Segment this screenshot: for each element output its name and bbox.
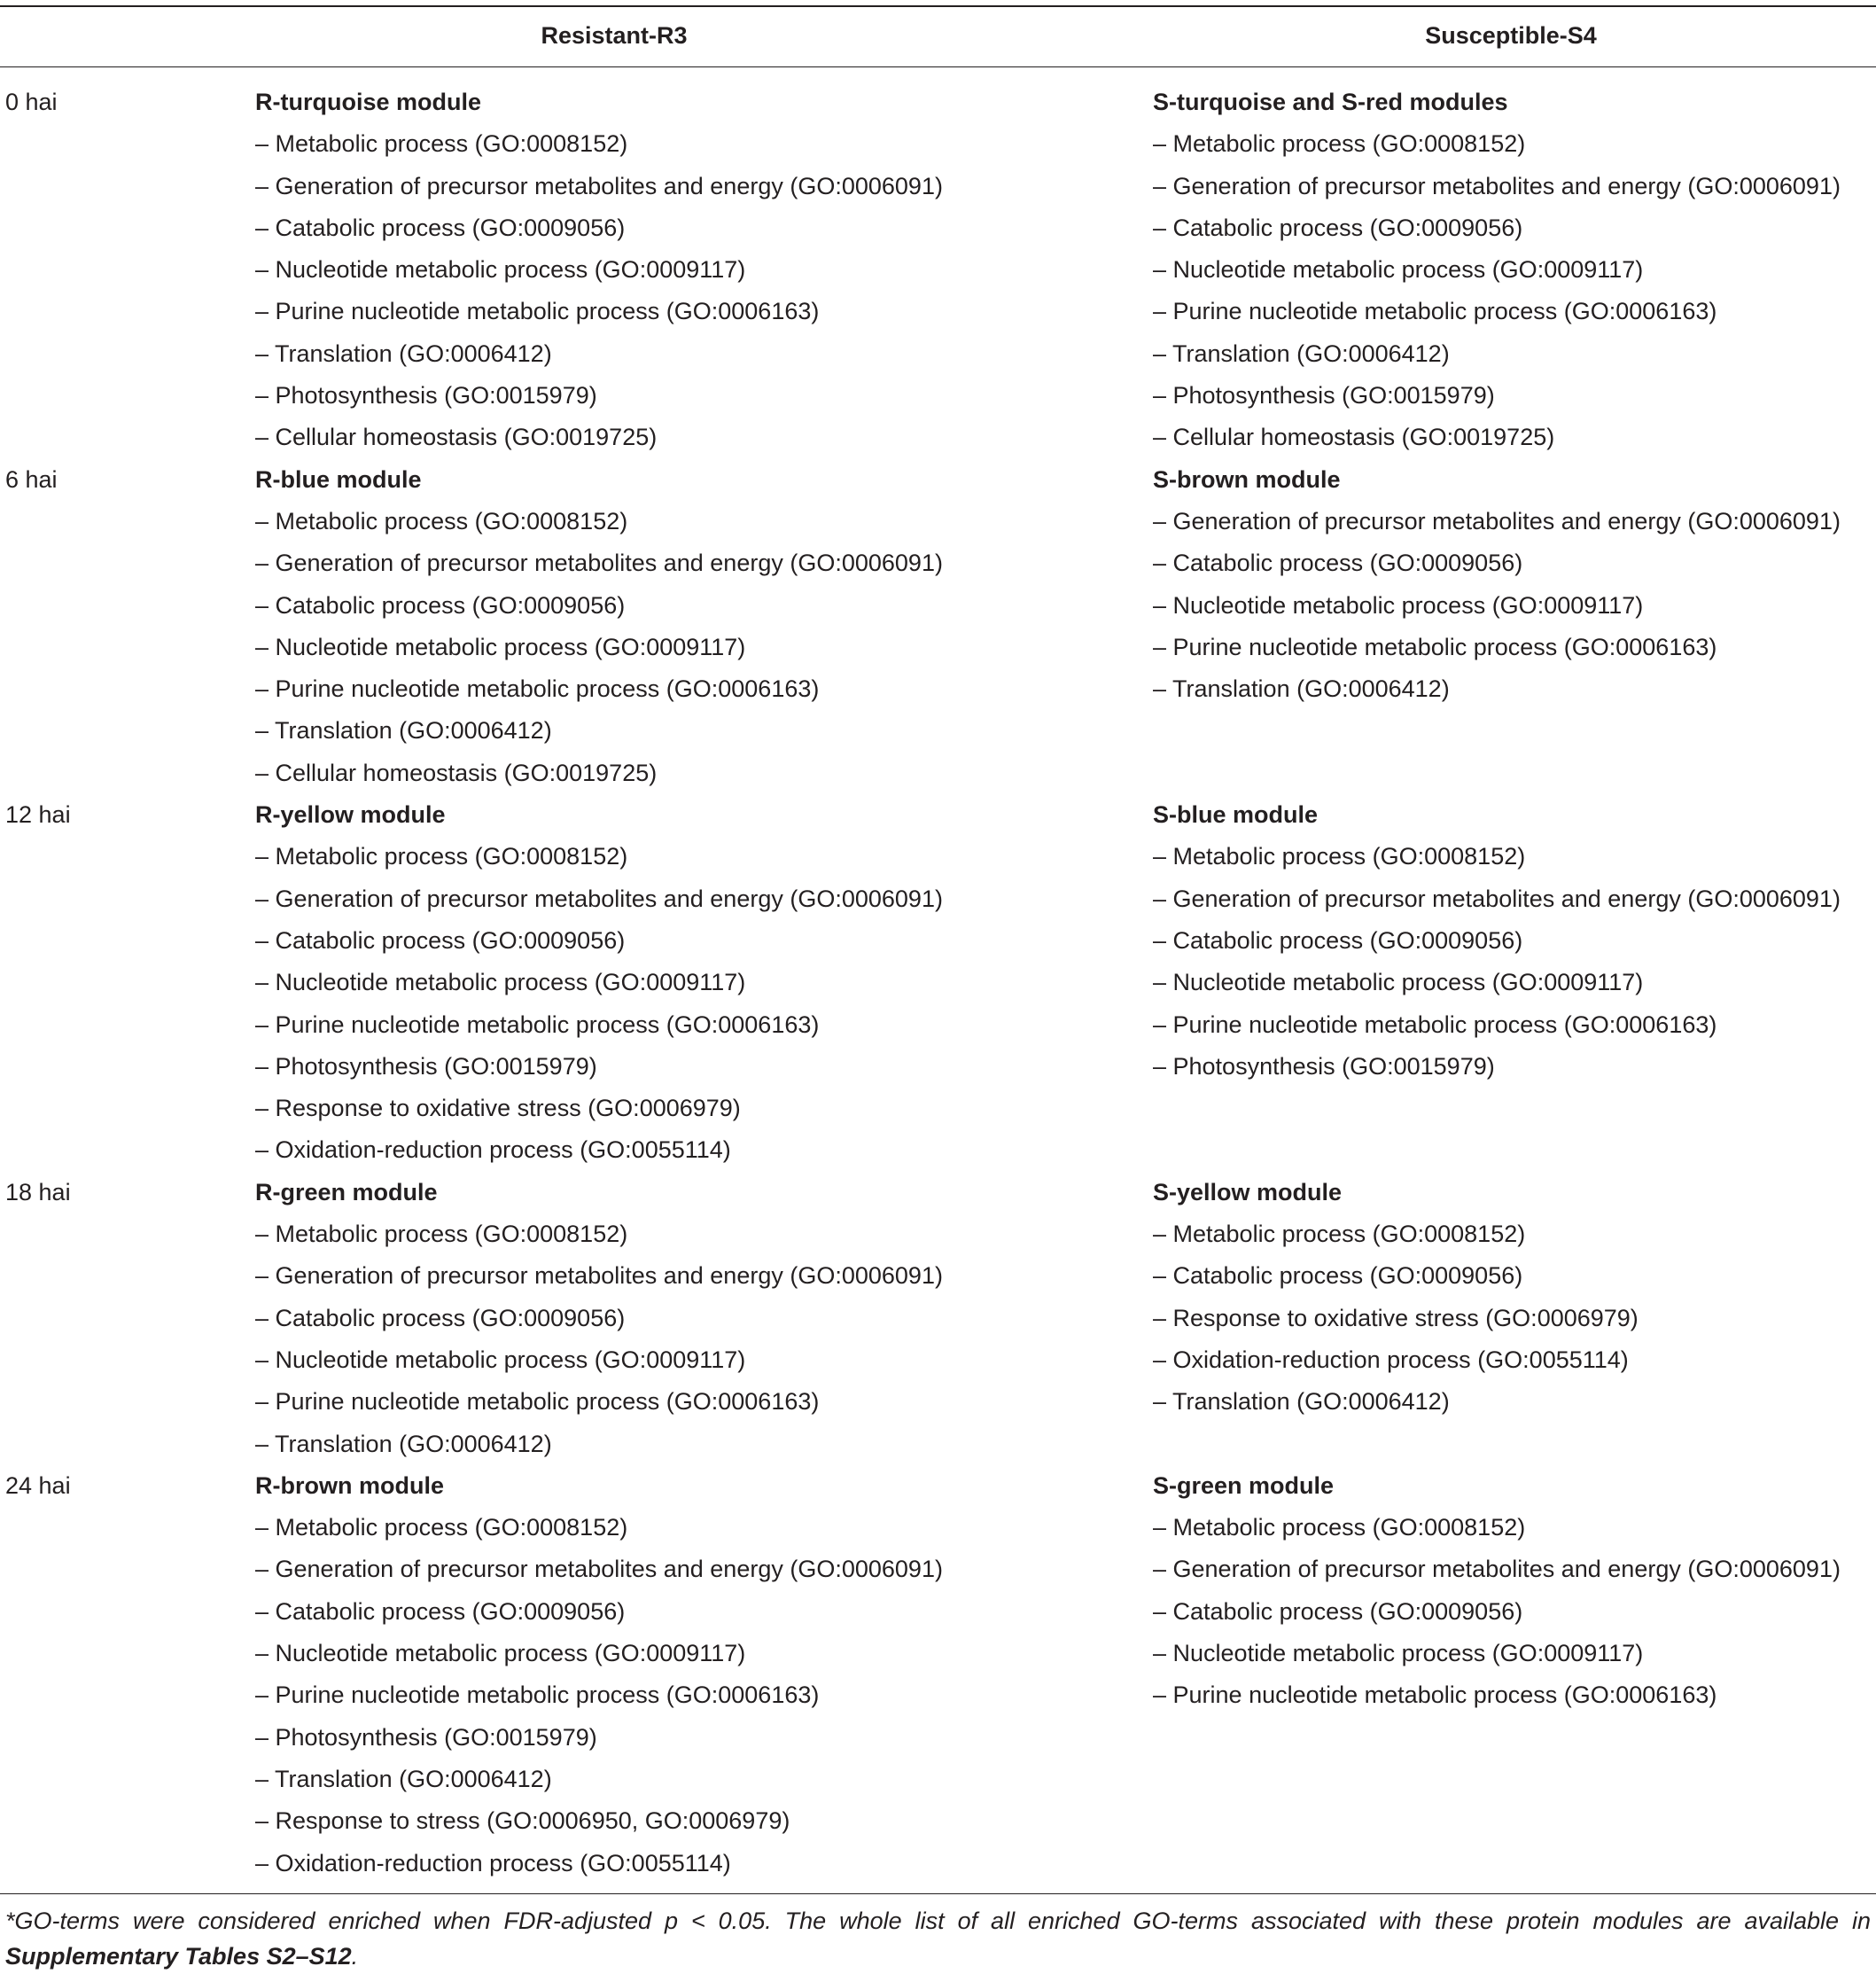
header-resistant: Resistant-R3 <box>541 22 688 49</box>
go-term: – Response to oxidative stress (GO:0006979) <box>255 1095 741 1122</box>
go-term: – Photosynthesis (GO:0015979) <box>255 382 597 410</box>
go-term: – Translation (GO:0006412) <box>1153 675 1450 703</box>
go-term: – Purine nucleotide metabolic process (GO:0006163) <box>1153 633 1717 660</box>
go-term: – Purine nucleotide metabolic process (GO:0006163) <box>255 298 820 325</box>
go-term: – Nucleotide metabolic process (GO:0009117) <box>1153 969 1644 996</box>
time-cell <box>5 82 58 123</box>
go-term: – Generation of precursor metabolites and energy (GO:0006091) <box>255 550 943 577</box>
susceptible-cell <box>1153 794 1841 1088</box>
go-term: – Catabolic process (GO:0009056) <box>1153 550 1523 577</box>
resistant-cell <box>255 459 943 794</box>
go-term: – Nucleotide metabolic process (GO:0009117) <box>255 1346 746 1373</box>
go-term: – Generation of precursor metabolites and energy (GO:0006091) <box>1153 507 1841 534</box>
go-term: – Purine nucleotide metabolic process (GO:0006163) <box>255 1388 820 1416</box>
go-term: – Catabolic process (GO:0009056) <box>1153 1262 1523 1290</box>
go-term: – Photosynthesis (GO:0015979) <box>255 1723 597 1751</box>
table-row <box>0 794 1876 1172</box>
go-term: – Metabolic process (GO:0008152) <box>1153 1514 1526 1541</box>
table-header-rule <box>0 66 1876 67</box>
go-term: – Photosynthesis (GO:0015979) <box>1153 382 1495 410</box>
go-term: – Catabolic process (GO:0009056) <box>255 214 626 241</box>
go-term: – Oxidation-reduction process (GO:0055114) <box>255 1849 731 1876</box>
go-term: – Translation (GO:0006412) <box>255 1765 552 1792</box>
table-row <box>0 1172 1876 1465</box>
footnote-text: *GO-terms were considered enriched when FDR-adjusted p < 0.05. The whole list of all enriched GO-terms associated with these protein modules are available in <box>5 1908 1871 1934</box>
go-term: – Catabolic process (GO:0009056) <box>1153 926 1523 954</box>
resistant-module-title: R-blue module <box>255 465 422 493</box>
go-term: – Photosynthesis (GO:0015979) <box>255 1052 597 1080</box>
go-term: – Purine nucleotide metabolic process (GO:0006163) <box>255 1010 820 1038</box>
go-term: – Translation (GO:0006412) <box>255 1430 552 1457</box>
go-term: – Metabolic process (GO:0008152) <box>1153 843 1526 870</box>
go-term: – Translation (GO:0006412) <box>255 339 552 367</box>
table-row <box>0 82 1876 459</box>
susceptible-cell <box>1153 1172 1639 1424</box>
susceptible-module-title: S-yellow module <box>1153 1178 1343 1205</box>
go-term: – Catabolic process (GO:0009056) <box>1153 1597 1523 1625</box>
header-susceptible: Susceptible-S4 <box>1425 22 1597 49</box>
go-term: – Translation (GO:0006412) <box>1153 339 1450 367</box>
go-term: – Generation of precursor metabolites and energy (GO:0006091) <box>255 1556 943 1583</box>
go-term: – Catabolic process (GO:0009056) <box>255 926 626 954</box>
go-term: – Photosynthesis (GO:0015979) <box>1153 1052 1495 1080</box>
go-term: – Purine nucleotide metabolic process (GO:0006163) <box>1153 298 1717 325</box>
go-term: – Catabolic process (GO:0009056) <box>255 591 626 619</box>
susceptible-cell <box>1153 459 1841 711</box>
go-term: – Nucleotide metabolic process (GO:0009117) <box>1153 256 1644 284</box>
go-term: – Nucleotide metabolic process (GO:0009117) <box>1153 591 1644 619</box>
go-term: – Purine nucleotide metabolic process (GO:0006163) <box>255 675 820 703</box>
footnote-link[interactable]: Supplementary Tables S2–S12 <box>5 1943 352 1970</box>
susceptible-module-title: S-green module <box>1153 1471 1335 1499</box>
resistant-module-title: R-turquoise module <box>255 89 481 115</box>
go-term: – Catabolic process (GO:0009056) <box>255 1304 626 1331</box>
go-term: – Nucleotide metabolic process (GO:0009117) <box>255 256 746 284</box>
susceptible-module-title: S-blue module <box>1153 801 1319 829</box>
go-term: – Purine nucleotide metabolic process (GO:0006163) <box>255 1681 820 1709</box>
susceptible-cell <box>1153 82 1841 459</box>
resistant-cell <box>255 1465 943 1884</box>
time-cell <box>5 1465 71 1507</box>
go-term: – Metabolic process (GO:0008152) <box>255 507 628 534</box>
go-term: – Nucleotide metabolic process (GO:0009117) <box>255 969 746 996</box>
time-label: 12 hai <box>5 801 71 829</box>
go-term: – Generation of precursor metabolites and energy (GO:0006091) <box>255 885 943 912</box>
go-term: – Metabolic process (GO:0008152) <box>255 843 628 870</box>
go-term: – Catabolic process (GO:0009056) <box>255 1597 626 1625</box>
susceptible-cell <box>1153 1465 1841 1717</box>
go-term: – Generation of precursor metabolites and energy (GO:0006091) <box>255 1262 943 1290</box>
table-bottom-rule <box>0 1893 1876 1894</box>
susceptible-module-title: S-brown module <box>1153 465 1341 493</box>
resistant-cell <box>255 82 943 459</box>
go-term: – Response to oxidative stress (GO:0006979) <box>1153 1304 1639 1331</box>
go-term: – Translation (GO:0006412) <box>1153 1388 1450 1416</box>
go-term: – Nucleotide metabolic process (GO:0009117) <box>255 1640 746 1667</box>
resistant-cell <box>255 794 943 1172</box>
go-term: – Cellular homeostasis (GO:0019725) <box>255 759 658 786</box>
go-term: – Response to stress (GO:0006950, GO:0006979) <box>255 1807 790 1835</box>
resistant-module-title: R-green module <box>255 1178 438 1205</box>
resistant-module-title: R-brown module <box>255 1471 444 1499</box>
time-cell <box>5 1172 71 1213</box>
go-term: – Metabolic process (GO:0008152) <box>255 1221 628 1248</box>
table-row <box>0 1465 1876 1884</box>
go-term: – Cellular homeostasis (GO:0019725) <box>1153 424 1555 451</box>
go-term: – Generation of precursor metabolites and energy (GO:0006091) <box>1153 885 1841 912</box>
go-term: – Purine nucleotide metabolic process (GO:0006163) <box>1153 1010 1717 1038</box>
table-footnote <box>5 1903 1871 1974</box>
time-label: 18 hai <box>5 1178 71 1205</box>
go-term: – Nucleotide metabolic process (GO:0009117) <box>1153 1640 1644 1667</box>
go-term: – Nucleotide metabolic process (GO:0009117) <box>255 633 746 660</box>
time-label: 0 hai <box>5 89 58 115</box>
go-term: – Oxidation-reduction process (GO:0055114) <box>255 1136 731 1164</box>
resistant-module-title: R-yellow module <box>255 801 446 829</box>
table-row <box>0 459 1876 794</box>
time-cell <box>5 459 58 501</box>
go-term: – Metabolic process (GO:0008152) <box>1153 1221 1526 1248</box>
go-term: – Metabolic process (GO:0008152) <box>1153 130 1526 158</box>
go-term: – Metabolic process (GO:0008152) <box>255 130 628 158</box>
table-top-rule <box>0 5 1876 7</box>
go-term: – Generation of precursor metabolites and energy (GO:0006091) <box>1153 172 1841 199</box>
go-term: – Translation (GO:0006412) <box>255 717 552 745</box>
time-label: 24 hai <box>5 1471 71 1499</box>
go-term: – Oxidation-reduction process (GO:0055114) <box>1153 1346 1629 1373</box>
footnote-end: . <box>351 1943 359 1970</box>
time-label: 6 hai <box>5 465 58 493</box>
go-term: – Generation of precursor metabolites and energy (GO:0006091) <box>1153 1556 1841 1583</box>
table-body <box>0 82 1876 1884</box>
go-term: – Purine nucleotide metabolic process (GO:0006163) <box>1153 1681 1717 1709</box>
go-term: – Metabolic process (GO:0008152) <box>255 1514 628 1541</box>
susceptible-module-title: S-turquoise and S-red modules <box>1153 89 1508 115</box>
time-cell <box>5 794 71 836</box>
go-term: – Cellular homeostasis (GO:0019725) <box>255 424 658 451</box>
go-term: – Generation of precursor metabolites and energy (GO:0006091) <box>255 172 943 199</box>
resistant-cell <box>255 1172 943 1465</box>
go-term: – Catabolic process (GO:0009056) <box>1153 214 1523 241</box>
